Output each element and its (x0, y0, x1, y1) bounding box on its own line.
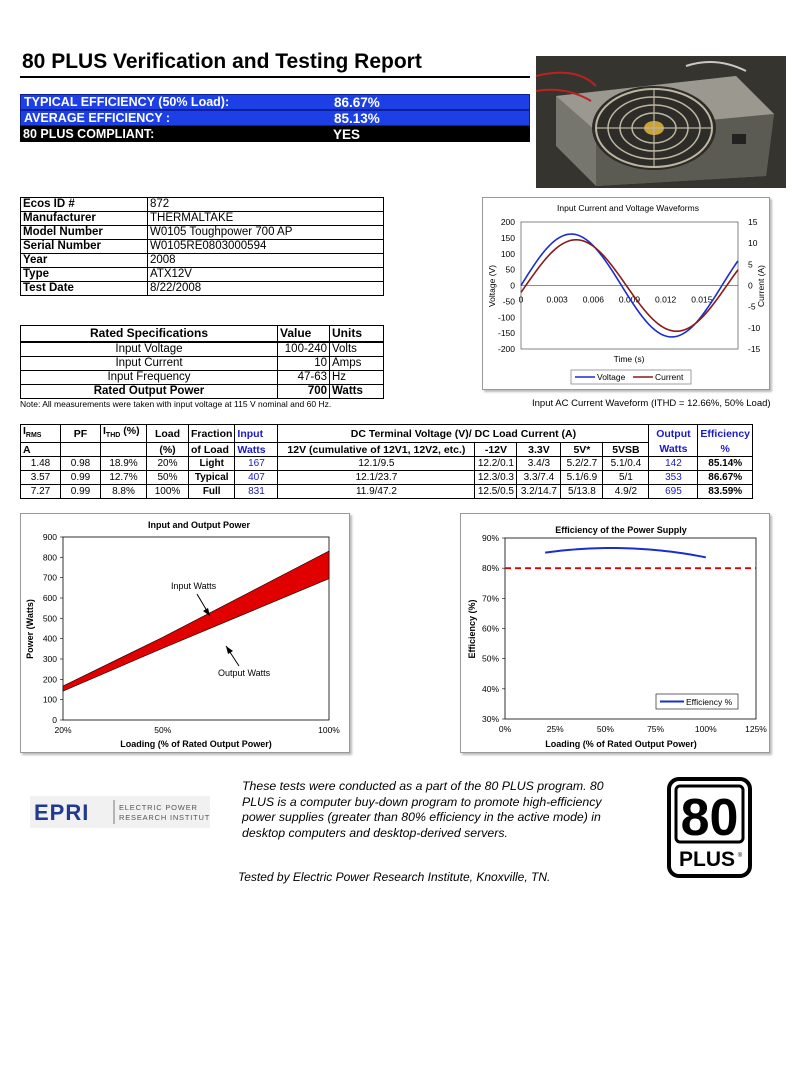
epri-logo-mark: EPRI (34, 800, 90, 825)
column-header-5vsb: 5VSB (603, 443, 649, 457)
cell-fraction: Full (189, 485, 235, 499)
column-header-efficiency-sub: % (698, 443, 753, 457)
epri-name-line2: RESEARCH INSTITUTE (119, 813, 210, 822)
x-tick-label: 100% (318, 725, 340, 735)
cell-input-watts: 407 (235, 471, 278, 485)
info-key: Year (21, 254, 148, 268)
table-row (21, 342, 384, 357)
x-tick-label: 0.015 (691, 294, 713, 305)
epri-name-line1: ELECTRIC POWER (119, 803, 198, 812)
column-header-ithd: $I_{THD}$ (%) (101, 425, 147, 443)
spec-label: Input Current (21, 356, 278, 370)
summary-row-compliant (20, 126, 530, 142)
column-header: Units (330, 326, 384, 342)
efficiency-chart-box (460, 513, 770, 753)
y-tick-label: 70% (481, 593, 499, 604)
y-tick-label: 700 (42, 572, 57, 583)
y2-tick-label: 5 (748, 259, 753, 270)
column-header-blank (101, 443, 147, 457)
cell-5v: 5.1/6.9 (561, 471, 603, 485)
table-row (21, 471, 753, 485)
legend-current-label: Current (655, 372, 684, 382)
cell-33v: 3.4/3 (517, 457, 561, 471)
x-tick-label: 0.012 (655, 294, 677, 305)
program-description: These tests were conducted as a part of the 80 PLUS program. 80 PLUS is a computer buy-down program to promote high-efficiency power supplies (greater than 80% efficiency in the active mode) in desktop computers and desktop-derived servers. (242, 779, 604, 840)
summary-row-typical (20, 94, 530, 110)
y2-tick-label: -15 (748, 344, 761, 354)
y-tick-label: 400 (42, 633, 57, 644)
summary-label: AVERAGE EFFICIENCY : (24, 111, 171, 125)
column-header-efficiency: Efficiency (698, 425, 753, 443)
cell-fraction: Typical (189, 471, 235, 485)
info-value: 872 (148, 198, 384, 212)
power-chart-box (20, 513, 350, 753)
table-row (21, 485, 753, 499)
summary-label: TYPICAL EFFICIENCY (50% Load): (24, 95, 230, 109)
info-key: Type (21, 268, 148, 282)
cell-12v: 11.9/47.2 (278, 485, 475, 499)
y-tick-label: 100 (42, 694, 57, 705)
chart-title: Input Current and Voltage Waveforms (557, 203, 699, 213)
x-axis-label: Loading (% of Rated Output Power) (545, 739, 697, 749)
cell-12v: 12.1/9.5 (278, 457, 475, 471)
x-axis-label: Time (s) (613, 354, 645, 364)
rated-specifications-table (20, 325, 384, 399)
info-key: Manufacturer (21, 212, 148, 226)
logo-plus-text: PLUS (678, 848, 736, 871)
column-header-blank (61, 443, 101, 457)
x-tick-label: 0% (498, 724, 512, 734)
y2-tick-label: -10 (748, 322, 761, 333)
waveform-caption: Input AC Current Waveform (ITHD = 12.66%, 50% Load) (532, 398, 771, 409)
table-row (21, 212, 384, 226)
summary-label: 80 PLUS COMPLIANT: (23, 127, 155, 141)
efficiency-summary (20, 94, 530, 142)
cell-ithd: 12.7% (101, 471, 147, 485)
annotation-input-watts: Input Watts (171, 581, 217, 591)
summary-value: 85.13% (334, 110, 380, 126)
cell-load: 50% (147, 471, 189, 485)
y-tick-label: 300 (42, 654, 57, 664)
column-header-33v: 3.3V (517, 443, 561, 457)
cell-ithd: 18.9% (101, 457, 147, 471)
cell-input-watts: 831 (235, 485, 278, 499)
column-header-dc: DC Terminal Voltage (V)/ DC Load Current (A) (278, 425, 649, 443)
cell-irms: 7.27 (21, 485, 61, 499)
cell-5v: 5/13.8 (561, 485, 603, 499)
y-tick-label: 500 (42, 613, 57, 624)
y2-tick-label: 10 (748, 238, 758, 249)
legend-voltage-label: Voltage (597, 372, 626, 382)
cell-33v: 3.3/7.4 (517, 471, 561, 485)
power-chart (21, 514, 351, 754)
chart-title: Efficiency of the Power Supply (555, 525, 687, 535)
cell-m12v: 12.3/0.3 (475, 471, 517, 485)
spec-label: Input Voltage (21, 342, 278, 357)
spec-value: 47-63 (278, 370, 330, 384)
cell-5v: 5.2/2.7 (561, 457, 603, 471)
legend-label: Efficiency % (686, 697, 733, 707)
table-row (21, 356, 384, 370)
cell-output-watts: 353 (649, 471, 698, 485)
info-key: Serial Number (21, 240, 148, 254)
table-row (21, 198, 384, 212)
y-tick-label: 60% (481, 623, 499, 634)
info-value: THERMALTAKE (148, 212, 384, 226)
power-loss-band (63, 551, 329, 691)
table-row (21, 384, 384, 398)
y-tick-label: 40% (481, 683, 499, 694)
efficiency-series-line (545, 548, 706, 557)
y2-tick-label: 15 (748, 217, 758, 227)
y-tick-label: 50 (505, 264, 515, 275)
spec-label: Rated Output Power (21, 384, 278, 398)
cell-ithd: 8.8% (101, 485, 147, 499)
cell-irms: 3.57 (21, 471, 61, 485)
info-key: Model Number (21, 226, 148, 240)
cell-5vsb: 4.9/2 (603, 485, 649, 499)
spec-value: 10 (278, 356, 330, 370)
product-info-table (20, 197, 384, 296)
cell-33v: 3.2/14.7 (517, 485, 561, 499)
cell-output-watts: 695 (649, 485, 698, 499)
y-tick-label: 800 (42, 552, 57, 563)
cell-efficiency: 85.14% (698, 457, 753, 471)
info-key: Test Date (21, 282, 148, 296)
column-header-load: Load (147, 425, 189, 443)
y-tick-label: -150 (497, 328, 515, 339)
x-tick-label: 0.003 (546, 294, 568, 305)
y-tick-label: 900 (42, 532, 57, 542)
spec-value: 100-240 (278, 342, 330, 357)
x-tick-label: 25% (546, 724, 564, 734)
waveform-chart (483, 198, 771, 391)
y-axis-label: Voltage (V) (487, 264, 497, 308)
y-tick-label: -100 (497, 312, 515, 323)
cell-efficiency: 86.67% (698, 471, 753, 485)
y-tick-label: 0 (52, 715, 57, 725)
summary-row-average (20, 110, 530, 126)
logo-registered-mark: ® (737, 853, 743, 859)
column-header: Rated Specifications (21, 326, 278, 342)
epri-logo (30, 796, 210, 828)
spec-unit: Volts (330, 342, 384, 357)
cell-input-watts: 167 (235, 457, 278, 471)
column-header-5v: 5V* (561, 443, 603, 457)
info-value: 8/22/2008 (148, 282, 384, 296)
table-row (21, 226, 384, 240)
y-tick-label: 0 (510, 280, 515, 291)
load-measurement-table (20, 424, 753, 499)
title-divider (20, 76, 530, 78)
y-tick-label: 50% (481, 653, 499, 664)
column-header-a: A (21, 443, 61, 457)
cell-load: 100% (147, 485, 189, 499)
80-plus-logo (667, 777, 752, 878)
spec-unit: Amps (330, 356, 384, 370)
cell-load: 20% (147, 457, 189, 471)
x-tick-label: 0 (518, 294, 524, 305)
table-row (21, 268, 384, 282)
y-axis-label: Efficiency (%) (467, 599, 477, 659)
tested-by: Tested by Electric Power Research Institute, Knoxville, TN. (238, 870, 551, 884)
x-tick-label: 75% (647, 724, 665, 734)
y-tick-label: 200 (500, 217, 515, 227)
chart-title: Input and Output Power (148, 520, 250, 530)
efficiency-chart (461, 514, 771, 754)
x-tick-label: 50% (596, 724, 614, 734)
column-header: Value (278, 326, 330, 342)
info-value: ATX12V (148, 268, 384, 282)
y-tick-label: 100 (500, 248, 515, 259)
cell-pf: 0.99 (61, 471, 101, 485)
cell-m12v: 12.2/0.1 (475, 457, 517, 471)
y-tick-label: 200 (42, 674, 57, 685)
column-header-pf: PF (61, 425, 101, 443)
y2-tick-label: -5 (748, 301, 756, 312)
page-title: 80 PLUS Verification and Testing Report (22, 50, 422, 73)
y-tick-label: -200 (497, 344, 515, 354)
y2-tick-label: 0 (748, 280, 753, 291)
spec-unit: Watts (330, 384, 384, 398)
column-header-m12v: -12V (475, 443, 517, 457)
plot-area (505, 538, 756, 719)
table-row (21, 370, 384, 384)
info-key: Ecos ID # (21, 198, 148, 212)
x-axis-label: Loading (% of Rated Output Power) (120, 739, 272, 749)
y-tick-label: -50 (502, 296, 515, 307)
column-header-output-sub: Watts (649, 443, 698, 457)
cell-pf: 0.98 (61, 457, 101, 471)
summary-value: YES (333, 126, 361, 142)
info-value: 2008 (148, 254, 384, 268)
x-tick-label: 125% (745, 724, 767, 734)
summary-value: 86.67% (334, 94, 380, 110)
annotation-arrow-head (226, 646, 233, 654)
table-row (21, 240, 384, 254)
cell-irms: 1.48 (21, 457, 61, 471)
column-header-12v: 12V (cumulative of 12V1, 12V2, etc.) (278, 443, 475, 457)
column-header-irms: $I_{RMS}$ (21, 425, 61, 443)
cell-5vsb: 5.1/0.4 (603, 457, 649, 471)
y2-axis-label: Current (A) (756, 264, 766, 308)
table-row (21, 254, 384, 268)
measurement-note: Note: All measurements were taken with input voltage at 115 V nominal and 60 Hz. (20, 399, 332, 409)
spec-unit: Hz (330, 370, 384, 384)
column-header-load-unit: (%) (147, 443, 189, 457)
cell-5vsb: 5/1 (603, 471, 649, 485)
spec-label: Input Frequency (21, 370, 278, 384)
cell-output-watts: 142 (649, 457, 698, 471)
cell-fraction: Light (189, 457, 235, 471)
y-axis-label: Power (Watts) (25, 599, 35, 659)
table-row (21, 282, 384, 296)
column-header-output: Output (649, 425, 698, 443)
column-header-fraction: Fraction (189, 425, 235, 443)
power-supply-photo (536, 56, 786, 188)
table-row (21, 457, 753, 471)
table-header-row (21, 443, 753, 457)
x-tick-label: 20% (54, 725, 72, 735)
info-value: W0105 Toughpower 700 AP (148, 226, 384, 240)
x-tick-label: 50% (154, 725, 172, 735)
cell-m12v: 12.5/0.5 (475, 485, 517, 499)
cell-12v: 12.1/23.7 (278, 471, 475, 485)
table-header-row (21, 425, 753, 443)
y-tick-label: 90% (481, 533, 499, 543)
annotation-output-watts: Output Watts (218, 668, 271, 678)
info-value: W0105RE0803000594 (148, 240, 384, 254)
column-header-fraction-sub: of Load (189, 443, 235, 457)
spec-value: 700 (278, 384, 330, 398)
y-tick-label: 150 (500, 232, 515, 243)
column-header-input: Input (235, 425, 278, 443)
x-tick-label: 100% (694, 724, 717, 734)
cell-pf: 0.99 (61, 485, 101, 499)
waveform-chart-box (482, 197, 770, 390)
y-tick-label: 80% (481, 563, 499, 574)
y-tick-label: 600 (42, 593, 57, 603)
table-header-row (21, 326, 384, 342)
logo-80-text: 80 (680, 789, 739, 847)
cell-efficiency: 83.59% (698, 485, 753, 499)
column-header-input-sub: Watts (235, 443, 278, 457)
x-tick-label: 0.006 (582, 294, 604, 305)
y-tick-label: 30% (481, 714, 499, 724)
x-tick-label: 0.009 (618, 294, 641, 305)
